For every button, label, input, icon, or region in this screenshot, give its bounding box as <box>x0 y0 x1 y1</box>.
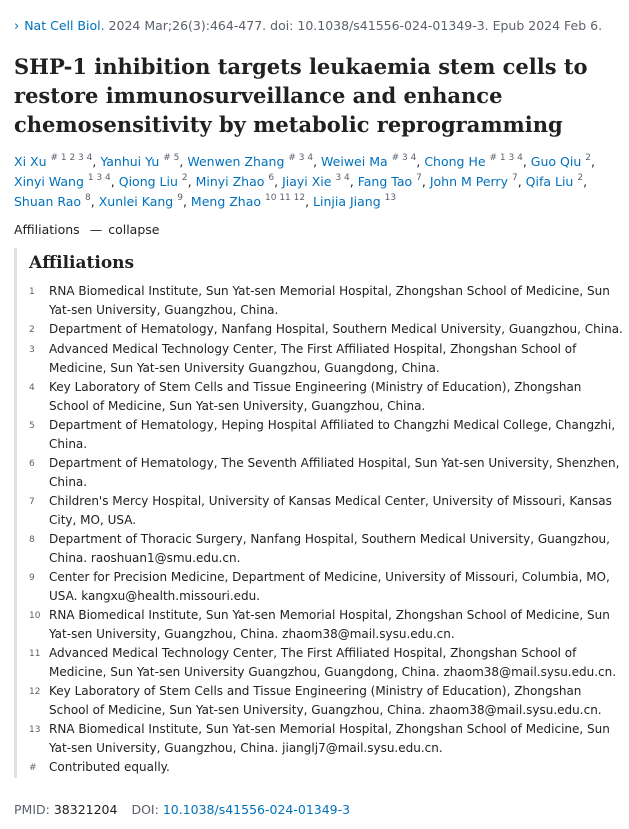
list-item: 3 Advanced Medical Technology Center, The First Affiliated Hospital, Zhongshan School of Medicine, Sun Yat-sen University Guangzhou, Guangdong, China. <box>29 342 577 375</box>
list-item: 12 Key Laboratory of Stem Cells and Tissue Engineering (Ministry of Education), Zhongshan School of Medicine, Sun Yat-sen University, Guangzhou, China. zhaom38@mail.sysu.edu.cn. <box>29 684 602 717</box>
author-link[interactable]: Fang Tao $^7$ <box>357 172 422 189</box>
affiliations-list <box>29 282 625 778</box>
citation-line <box>14 18 602 34</box>
list-item: 8 Department of Thoracic Surgery, Nanfang Hospital, Southern Medical University, Guangzhou, China. raoshuan1@smu.edu.cn. <box>29 532 610 565</box>
author-link[interactable]: Shuan Rao $^8$ <box>14 192 91 209</box>
toggle-dash: — <box>89 222 103 237</box>
journal-link[interactable]: Nat Cell Biol. <box>24 18 105 33</box>
list-item: 11 Advanced Medical Technology Center, The First Affiliated Hospital, Zhongshan School of Medicine, Sun Yat-sen University Guangzhou, Guangdong, China. zhaom38@mail.sysu.edu.cn. <box>29 646 617 679</box>
author-link[interactable]: Minyi Zhao $^6$ <box>195 172 275 189</box>
collapse-button[interactable]: collapse <box>108 222 160 237</box>
author-link[interactable]: Jiayi Xie $^{3 4}$ <box>282 172 350 189</box>
affiliations-toggle[interactable] <box>14 222 159 237</box>
author-link[interactable]: Xinyi Wang $^{1 3 4}$ <box>14 172 111 189</box>
author-link[interactable]: Wenwen Zhang $^{\# 3 4}$ <box>187 152 314 169</box>
list-item: 7 Children's Mercy Hospital, University of Kansas Medical Center, University of Missouri, Kansas City, MO, USA. <box>29 494 612 527</box>
list-item: 6 Department of Hematology, The Seventh Affiliated Hospital, Sun Yat-sen University, Shenzhen, China. <box>29 456 620 489</box>
affiliations-toggle-label: Affiliations <box>14 222 80 237</box>
pmid-label: PMID: <box>14 802 50 817</box>
affiliations-heading: Affiliations <box>29 253 135 273</box>
chevron-right-icon[interactable]: › <box>14 19 20 34</box>
author-link[interactable]: Chong He $^{\# 1 3 4}$ <box>424 152 523 169</box>
list-item: 2 Department of Hematology, Nanfang Hospital, Southern Medical University, Guangzhou, China. <box>29 322 623 336</box>
list-item: 9 Center for Precision Medicine, Department of Medicine, University of Missouri, Columbia, MO, USA. kangxu@health.missouri.edu. <box>29 570 610 603</box>
author-link[interactable]: Meng Zhao $^{10 11 12}$ <box>190 192 306 209</box>
citation-details: 2024 Mar;26(3):464-477. doi: 10.1038/s41556-024-01349-3. Epub 2024 Feb 6. <box>104 18 603 33</box>
identifiers-line <box>14 802 350 817</box>
list-item: 5 Department of Hematology, Heping Hospital Affiliated to Changzhi Medical College, Changzhi, China. <box>29 418 616 451</box>
list-item: 13 RNA Biomedical Institute, Sun Yat-sen Memorial Hospital, Zhongshan School of Medicine, Sun Yat-sen University, Guangzhou, China. jianglj7@mail.sysu.edu.cn. <box>29 722 610 755</box>
author-link[interactable]: John M Perry $^7$ <box>429 172 518 189</box>
doi-link[interactable]: 10.1038/s41556-024-01349-3 <box>162 802 351 817</box>
author-link[interactable]: Weiwei Ma $^{\# 3 4}$ <box>321 152 417 169</box>
author-link[interactable]: Guo Qiu $^2$ <box>530 152 591 169</box>
list-item: 10 RNA Biomedical Institute, Sun Yat-sen Memorial Hospital, Zhongshan School of Medicine, Sun Yat-sen University, Guangzhou, China. zhaom38@mail.sysu.edu.cn. <box>29 608 610 641</box>
author-link[interactable]: Xi Xu $^{\# 1 2 3 4}$ <box>14 152 93 169</box>
pmid-value: 38321204 <box>53 802 118 817</box>
list-item: 4 Key Laboratory of Stem Cells and Tissue Engineering (Ministry of Education), Zhongshan School of Medicine, Sun Yat-sen University, Guangzhou, China. <box>29 380 582 413</box>
author-link[interactable]: Xunlei Kang $^9$ <box>98 192 183 209</box>
author-link[interactable]: Yanhui Yu $^{\# 5}$ <box>100 152 180 169</box>
authors-list: Xi Xu $^{\# 1 2 3 4}$, Yanhui Yu $^{\# 5}$, Wenwen Zhang $^{\# 3 4}$, Weiwei Ma $^{\# 3 4}$, Chong He $^{\# 1 3 4}$, Guo Qiu $^2$, Xinyi Wang $^{1 3 4}$, Qiong Liu $^2$, Minyi Zhao $^6$, Jiayi Xie $^{3 4}$, Fang Tao $^7$, John M Perry $^7$, Qifa Liu $^2$, Shuan Rao $^8$, Xunlei Kang $^9$, Meng Zhao $^{10 11 12}$, Linjia Jiang $^{13}$ <box>14 152 595 209</box>
list-item: # Contributed equally. <box>29 760 170 774</box>
list-item: 1 RNA Biomedical Institute, Sun Yat-sen Memorial Hospital, Zhongshan School of Medicine, Sun Yat-sen University, Guangzhou, China. <box>29 284 610 317</box>
article-title: SHP-1 inhibition targets leukaemia stem cells to restore immunosurveillance and enhance chemosensitivity by metabolic reprogramming <box>14 54 588 137</box>
author-link[interactable]: Linjia Jiang $^{13}$ <box>313 192 397 209</box>
author-link[interactable]: Qiong Liu $^2$ <box>118 172 188 189</box>
author-link[interactable]: Qifa Liu $^2$ <box>525 172 584 189</box>
doi-label: DOI: <box>131 802 159 817</box>
affiliations-panel <box>14 248 625 778</box>
